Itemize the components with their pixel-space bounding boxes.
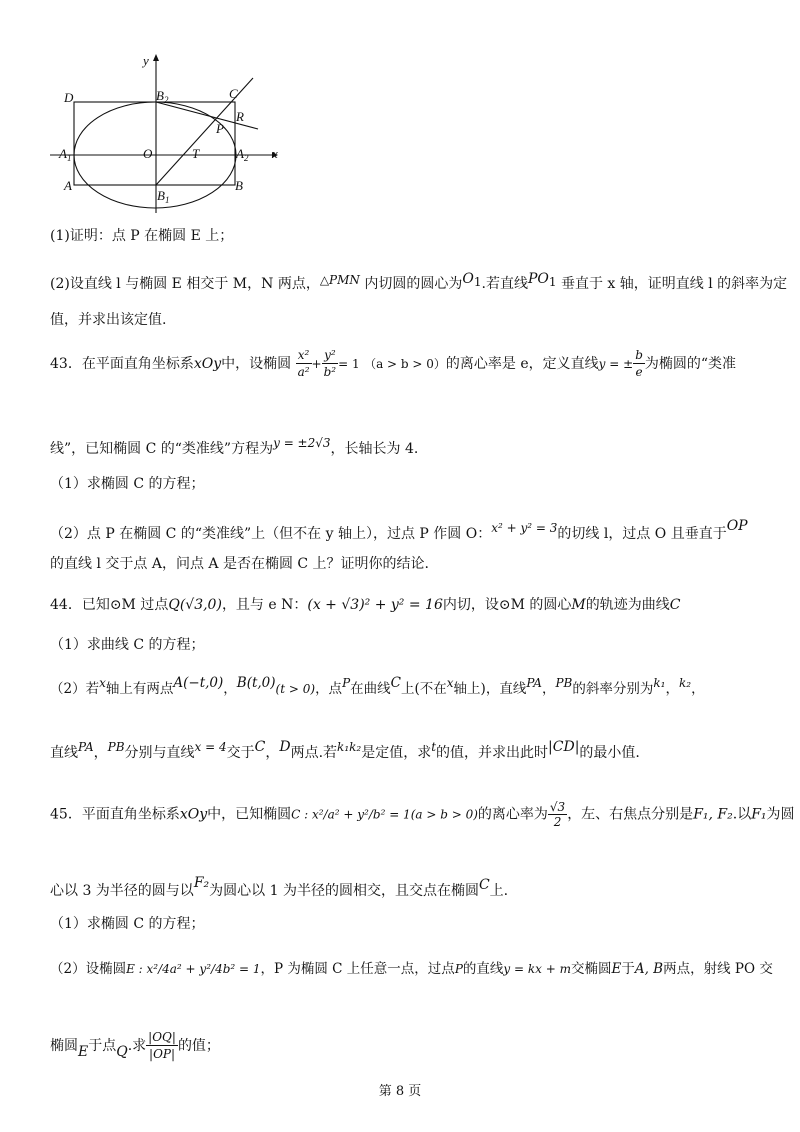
label-A2: $A_2$ (236, 146, 249, 163)
page-number: 第 8 页 (378, 1084, 422, 1099)
q45-line2: 心以 3 为半径的圆与以F₂为圆心以 1 为半径的圆相交，且交点在椭圆C上. (50, 875, 509, 899)
q43-part2-line1: （2）点 P 在椭圆 C 的“类准线”上（但不在 y 轴上），过点 P 作圆 O：x² + y² = 3的切线 l，过点 O 且垂直于OP (50, 518, 748, 542)
q42-part2-line1: (2)设直线 l 与椭圆 E 相交于 M，N 两点，△PMN 内切圆的圆心为O1.若直线PO1 垂直于 x 轴，证明直线 l 的斜率为定 (50, 271, 788, 292)
q44-part2-line1: （2）若x轴上有两点A(−t,0)，B(t,0)(t > 0)，点P在曲线C上(不在x轴上)，直线PA，PB的斜率分别为k₁，k₂， (50, 675, 705, 697)
label-x: x (272, 146, 278, 161)
q44-part2-line2: 直线PA，PB分别与直线x = 4交于C，D两点.若k₁k₂是定值，求t的值，并求出此时|CD|的最小值. (50, 739, 640, 761)
label-B1: $B_1$ (157, 188, 170, 205)
line-B1-C (156, 78, 253, 185)
label-y: y (143, 53, 149, 68)
q44-part1: （1）求曲线 C 的方程； (50, 637, 205, 653)
label-T: T (192, 146, 200, 161)
bounding-rectangle (74, 102, 235, 185)
q45-part2-line2: 椭圆E于点Q.求 $\frac{|OQ|}{|OP|}$ 的值； (50, 1030, 220, 1062)
label-R: R (236, 109, 244, 124)
q42-part2-line2: 值，并求出该定值. (50, 312, 167, 328)
q45-line1: 45．平面直角坐标系xOy中，已知椭圆C : x²/a² + y²/b² = 1(a > b > 0)的离心率为 $\frac{√3}{2}$ ，左、右焦点分别是F₁, F₂.以F₁为圆 (50, 800, 795, 829)
q45-part1: （1）求椭圆 C 的方程； (50, 916, 205, 932)
label-O: O (143, 146, 153, 161)
ellipse-figure (40, 45, 290, 220)
label-D: D (64, 90, 74, 105)
q43-line1: 43．在平面直角坐标系xOy中，设椭圆 $\frac{\text{x²}}{\text{a²}}$ + $\frac{\text{y²}}{\text{b²}}$ = 1 （a > b > 0）的离心率是 e，定义直线y = ± $\frac{b}{e}$ 为椭圆的“类准 (50, 348, 737, 380)
label-B2: $B_2$ (156, 88, 169, 105)
q43-part1: （1）求椭圆 C 的方程； (50, 476, 205, 492)
y-axis-arrow (153, 54, 159, 61)
label-B: B (235, 178, 243, 193)
label-A1: $A_1$ (59, 146, 72, 163)
label-P: P (216, 121, 224, 136)
label-A: A (64, 178, 72, 193)
q43-part2-line2: 的直线 l 交于点 A，问点 A 是否在椭圆 C 上？证明你的结论. (50, 556, 430, 572)
q45-part2-line1: （2）设椭圆E : x²/4a² + y²/4b² = 1，P 为椭圆 C 上任意一点，过点P的直线y = kx + m交椭圆E于A, B两点，射线 PO 交 (50, 961, 773, 977)
label-C: C (229, 86, 238, 101)
q42-part1: (1)证明：点 P 在椭圆 E 上； (50, 228, 234, 244)
q44-line1: 44．已知⊙M 过点Q(√3,0)，且与 e N：(x + √3)² + y² = 16内切，设⊙M 的圆心M的轨迹为曲线C (50, 597, 681, 613)
q43-line2: 线”，已知椭圆 C 的“类准线”方程为y = ±2√3，长轴长为 4. (50, 436, 419, 457)
